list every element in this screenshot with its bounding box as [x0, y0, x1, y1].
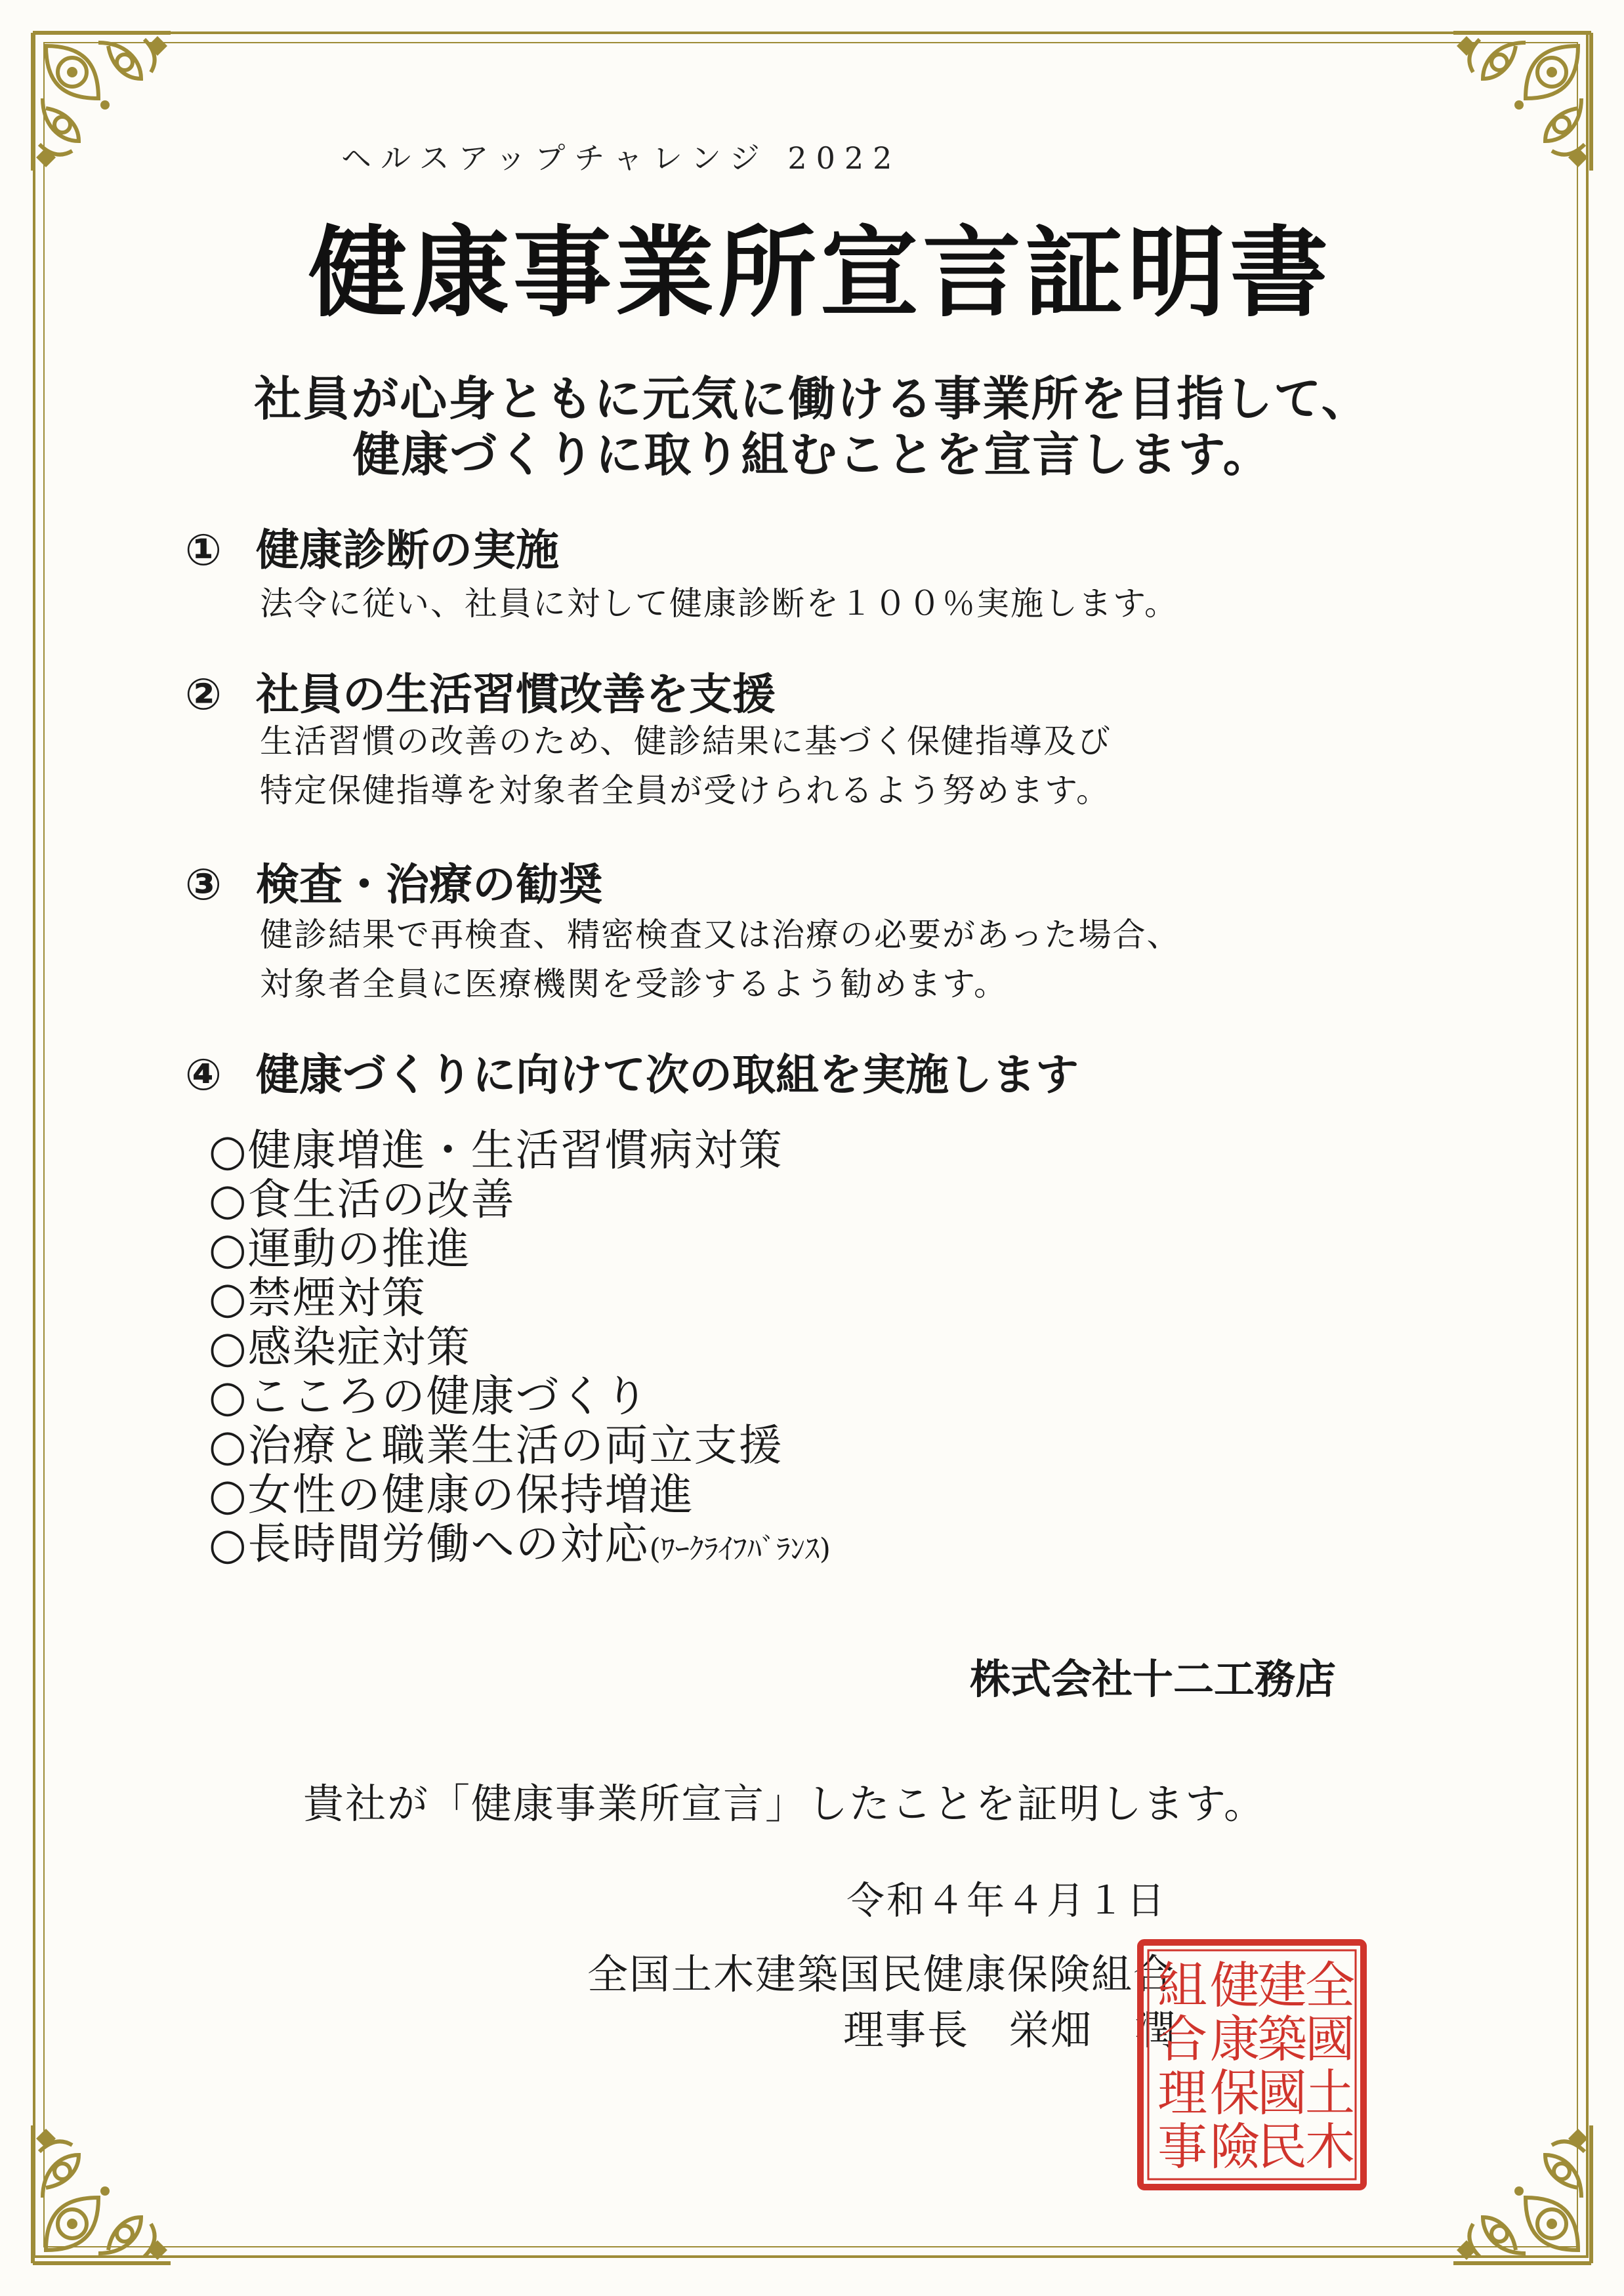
initiative-item: ○食生活の改善: [209, 1174, 516, 1225]
certification-statement: 貴社が「健康事業所宣言」したことを証明します。: [303, 1780, 1266, 1828]
initiative-item: ○健康増進・生活習慣病対策: [209, 1125, 783, 1176]
initiative-item-last: [209, 1509, 831, 1571]
initiative-item: ○感染症対策: [209, 1322, 471, 1372]
certificate-subtitle: ヘルスアップチャレンジ 2022: [341, 140, 902, 176]
intro-line-2: 健康づくりに取り組むことを宣言します。: [352, 427, 1272, 482]
issuer-signatory: [843, 1998, 1176, 2056]
item-3-number: ③: [185, 859, 222, 910]
item-3-title: 検査・治療の勧奨: [256, 859, 602, 910]
svg-text:健: 健: [1210, 1956, 1260, 2015]
item-4-heading: [185, 1040, 1079, 1102]
item-2-number: ②: [185, 669, 222, 720]
company-name: 株式会社十二工務店: [970, 1655, 1337, 1703]
corner-ornament-icon: [26, 26, 177, 177]
issuer-role: 理事長: [843, 2006, 970, 2054]
intro-line-1: 社員が心身ともに元気に働ける事業所を目指して、: [254, 371, 1370, 426]
svg-text:建: 建: [1257, 1956, 1307, 2015]
initiative-item: ○禁煙対策: [209, 1273, 427, 1323]
corner-ornament-icon: [1447, 26, 1598, 177]
corner-ornament-icon: [26, 2119, 177, 2270]
item-2-heading: [185, 659, 776, 722]
item-1-heading: [185, 515, 559, 577]
svg-text:築: 築: [1257, 2010, 1307, 2068]
initiative-item-text: ○長時間労働への対応: [209, 1519, 650, 1569]
item-3-heading: [185, 850, 602, 912]
initiative-item: ○運動の推進: [209, 1223, 471, 1274]
item-4-number: ④: [185, 1050, 222, 1100]
item-4-title: 健康づくりに向けて次の取組を実施します: [256, 1050, 1079, 1100]
svg-text:事: 事: [1157, 2118, 1207, 2176]
initiative-item: ○こころの健康づくり: [209, 1371, 650, 1422]
initiative-item-note: (ﾜｰｸﾗｲﾌﾊﾞﾗﾝｽ): [649, 1532, 831, 1566]
svg-text:合: 合: [1157, 2010, 1207, 2068]
svg-text:土: 土: [1305, 2064, 1355, 2122]
issuer-name: 栄畑 潤: [1009, 2006, 1177, 2054]
svg-text:全: 全: [1305, 1956, 1355, 2015]
issue-date: 令和４年４月１日: [846, 1878, 1167, 1923]
item-1-number: ①: [185, 525, 222, 575]
svg-text:康: 康: [1210, 2010, 1260, 2068]
initiative-item: ○女性の健康の保持増進: [209, 1469, 694, 1520]
item-1-title: 健康診断の実施: [256, 525, 559, 575]
item-3-body-line-1: 健診結果で再検査、精密検査又は治療の必要があった場合、: [260, 916, 1181, 954]
item-1-body-line-1: 法令に従い、社員に対して健康診断を１００％実施します。: [260, 584, 1178, 623]
svg-text:木: 木: [1305, 2118, 1355, 2176]
issuer-organization: 全国土木建築国民健康保険組合: [587, 1950, 1176, 1998]
svg-text:國: 國: [1305, 2010, 1355, 2068]
certificate-title: 健康事業所宣言証明書: [308, 216, 1333, 331]
svg-text:國: 國: [1257, 2064, 1307, 2122]
svg-text:組: 組: [1157, 1956, 1207, 2015]
item-3-body-line-2: 対象者全員に医療機関を受診するよう勧めます。: [260, 965, 1008, 1003]
svg-text:理: 理: [1157, 2064, 1207, 2122]
initiative-item: ○治療と職業生活の両立支援: [209, 1420, 783, 1471]
item-2-title: 社員の生活習慣改善を支援: [256, 669, 776, 720]
item-2-body-line-2: 特定保健指導を対象者全員が受けられるよう努めます。: [260, 771, 1110, 810]
svg-text:險: 險: [1210, 2118, 1260, 2176]
svg-text:民: 民: [1257, 2118, 1307, 2176]
svg-text:保: 保: [1210, 2064, 1260, 2122]
official-seal-stamp: [1136, 1938, 1367, 2191]
corner-ornament-icon: [1447, 2119, 1598, 2270]
item-2-body-line-1: 生活習慣の改善のため、健診結果に基づく保健指導及び: [260, 722, 1112, 760]
